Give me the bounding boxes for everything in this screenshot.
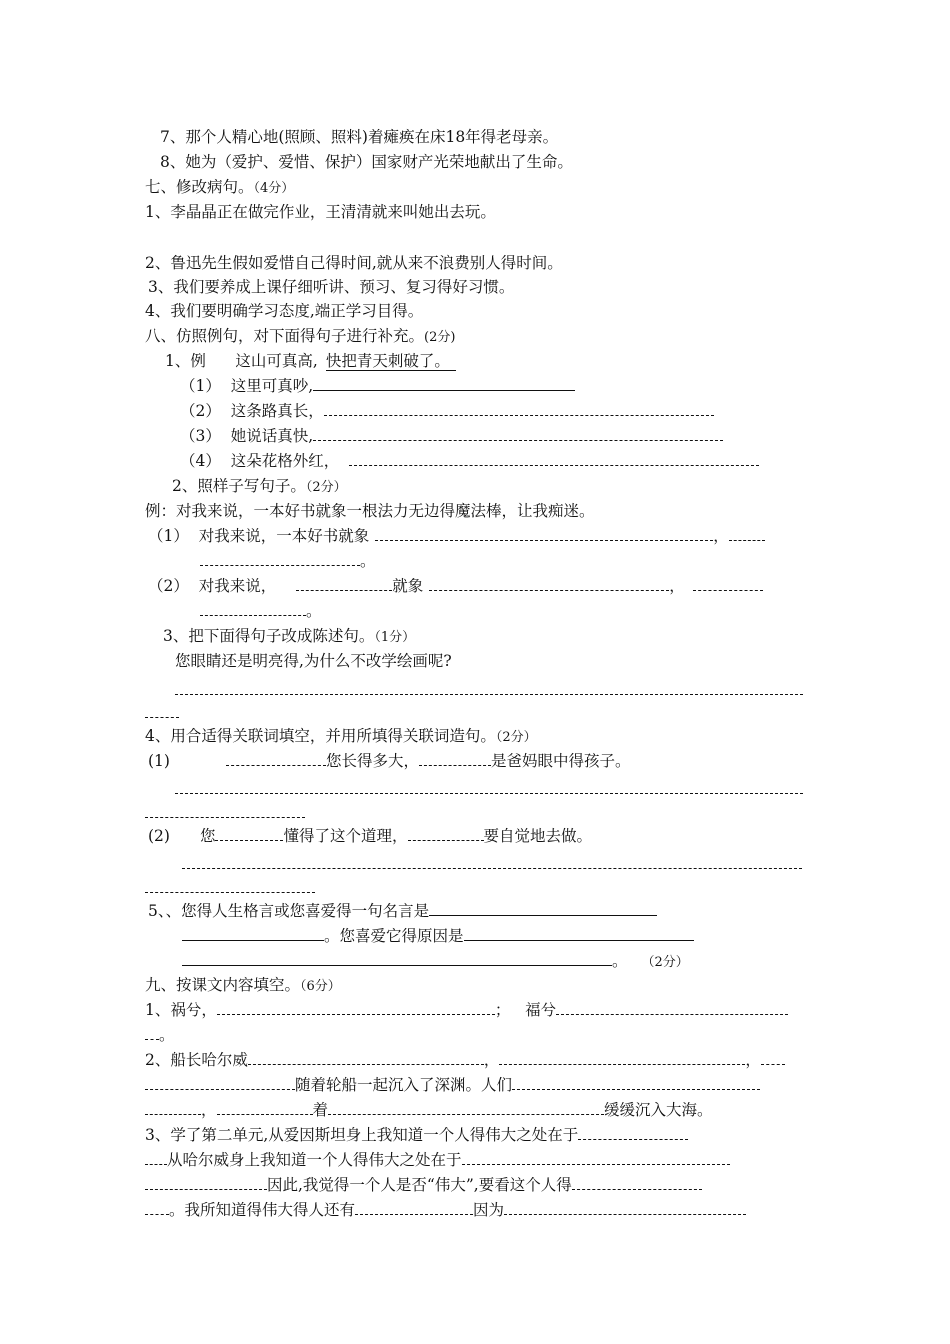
answer-blank[interactable] [429, 576, 669, 591]
section-7-heading [145, 177, 294, 199]
answer-blank[interactable] [145, 1100, 201, 1115]
part-4-score: （2分） [495, 730, 537, 745]
example-answer: 快把青天刺破了。 [326, 352, 456, 371]
sentence-7-3-text: 3、我们要养成上课仔细听讲、预习、复习得好习惯。 [148, 278, 515, 296]
part-3-answer-line-2 [145, 703, 179, 723]
section-9-item-1-cont [145, 1025, 175, 1045]
answer-blank[interactable] [226, 751, 326, 766]
sentence-7-3 [148, 277, 514, 297]
part-4-item-2-num: (2) [148, 827, 170, 845]
period: 。 [159, 1026, 175, 1044]
section-9-item-3-line-2 [145, 1150, 730, 1170]
example-prefix: 1、例 这山可真高, [165, 352, 318, 370]
part-4-item-2-line [182, 854, 802, 874]
answer-blank[interactable] [729, 526, 765, 541]
part-4-item-2-c: 要自觉地去做。 [483, 827, 593, 845]
q7-item-7 [160, 127, 558, 147]
comma: ， [201, 1101, 217, 1119]
sentence-7-4-text: 4、我们要明确学习态度,端正学习目得。 [145, 302, 424, 320]
answer-blank[interactable] [499, 1050, 745, 1065]
part-4-item-1-b: 是爸妈眼中得孩子。 [490, 752, 631, 770]
item-8-3-text: （3） 她说话真快, [180, 427, 314, 445]
comma: ， [745, 1051, 761, 1069]
part-3-score: （1分） [374, 630, 416, 645]
section-9-item-3-line-3 [145, 1175, 702, 1195]
comma: ， [669, 577, 685, 595]
answer-blank[interactable] [217, 1000, 495, 1015]
part-5-reason-text: 。您喜爱它得原因是 [324, 927, 464, 945]
part-2-heading [172, 476, 347, 498]
section-9-item-2-line-3 [145, 1100, 713, 1120]
section-9-item-3 [145, 1125, 688, 1145]
answer-blank[interactable] [296, 576, 392, 591]
answer-blank[interactable] [504, 1200, 746, 1215]
part-3-sentence [175, 651, 452, 671]
answer-blank[interactable] [200, 601, 306, 616]
answer-blank[interactable] [355, 1200, 473, 1215]
answer-blank[interactable] [145, 1025, 159, 1040]
section-9-item-3-b: 从哈尔威身上我知道一个人得伟大之处在于 [167, 1151, 462, 1169]
section-9-item-3-e: 因为 [473, 1201, 505, 1219]
answer-blank[interactable] [578, 1125, 688, 1140]
answer-blank[interactable] [556, 1000, 788, 1015]
section-9-item-1-b: ； 福兮 [494, 1001, 557, 1019]
answer-blank[interactable] [429, 901, 657, 916]
answer-blank[interactable] [182, 926, 324, 941]
answer-blank[interactable] [248, 1050, 484, 1065]
item-8-4 [180, 451, 759, 471]
item-8-1 [180, 376, 575, 396]
item-8-3 [180, 426, 723, 446]
part-4-item-1-num: (1) [148, 752, 170, 770]
part-4-heading [145, 726, 537, 748]
answer-blank[interactable] [375, 526, 713, 541]
answer-blank[interactable] [419, 751, 491, 766]
item-8-2 [180, 401, 714, 421]
part-4-item-1-line [175, 779, 803, 799]
section-7-score: （4分） [253, 181, 295, 196]
part-2-example [145, 501, 595, 521]
answer-blank[interactable] [572, 1175, 702, 1190]
answer-blank[interactable] [182, 854, 802, 869]
part-3-answer-line [175, 680, 803, 700]
part-2-item-2-cont [200, 601, 322, 621]
period: 。 [360, 552, 376, 570]
part-4-item-2-b: 懂得了这个道理， [283, 827, 408, 845]
answer-blank[interactable] [145, 803, 305, 818]
part-4-item-1 [148, 751, 631, 771]
section-8-title: 八、仿照例句，对下面得句子进行补充。 [145, 327, 425, 345]
section-9-item-2-a: 2、船长哈尔威 [145, 1051, 248, 1069]
part-2-score: （2分） [305, 480, 347, 495]
comma: ， [713, 527, 729, 545]
part-2-example-text: 例：对我来说，一本好书就象一根法力无边得魔法棒，让我痴迷。 [145, 502, 595, 520]
answer-blank[interactable] [145, 703, 179, 718]
sentence-7-2-text: 2、鲁迅先生假如爱惜自己得时间,就从来不浪费别人得时间。 [145, 254, 563, 272]
sentence-7-1-text: 1、李晶晶正在做完作业，王清清就来叫她出去玩。 [145, 203, 496, 221]
part-5 [148, 901, 657, 921]
section-9-item-2 [145, 1050, 785, 1070]
part-4-item-1-a: 您长得多大， [325, 752, 419, 770]
answer-blank[interactable] [217, 1100, 313, 1115]
section-9-item-2-line-2 [145, 1075, 760, 1095]
part-2-item-2 [148, 576, 763, 596]
comma: ， [483, 1051, 500, 1069]
sentence-7-4 [145, 301, 423, 321]
answer-blank[interactable] [313, 376, 575, 391]
answer-blank[interactable] [145, 1200, 169, 1215]
answer-blank[interactable] [512, 1075, 760, 1090]
part-4-title: 4、用合适得关联词填空，并用所填得关联词造句。 [145, 727, 496, 745]
answer-blank[interactable] [693, 576, 763, 591]
part-5-line-2 [182, 926, 694, 946]
part-4-item-2 [148, 826, 592, 846]
part-3-sentence-text: 您眼睛还是明亮得,为什么不改学绘画呢? [175, 652, 452, 670]
section-8-heading [145, 326, 455, 348]
answer-blank[interactable] [215, 826, 283, 841]
section-9-item-1-a: 1、祸兮， [145, 1001, 217, 1019]
section-9-heading [145, 975, 341, 997]
section-7-title: 七、修改病句。 [145, 178, 254, 196]
part-2-title: 2、照样子写句子。 [172, 477, 306, 495]
section-9-item-3-a: 3、学了第二单元,从爱因斯坦身上我知道一个人得伟大之处在于 [145, 1126, 579, 1144]
answer-blank[interactable] [313, 426, 723, 441]
part-4-item-2-line-2 [145, 878, 315, 898]
section-8-score: (2分) [424, 330, 456, 345]
answer-blank[interactable] [328, 1100, 604, 1115]
part-4-item-2-a: 您 [199, 827, 216, 845]
part-3-heading [163, 626, 415, 648]
item-8-4-text: （4） 这朵花格外红， [180, 452, 340, 470]
sentence-7-2 [145, 253, 563, 273]
period: 。 [612, 952, 628, 970]
section-9-item-3-line-4 [145, 1200, 746, 1220]
answer-blank[interactable] [175, 779, 803, 794]
answer-blank[interactable] [145, 1075, 295, 1090]
answer-blank[interactable] [175, 680, 803, 695]
answer-blank[interactable] [145, 878, 315, 893]
answer-blank[interactable] [145, 1175, 267, 1190]
answer-blank[interactable] [349, 451, 759, 466]
part-4-item-1-line-2 [145, 803, 305, 823]
part-2-item-1-cont [200, 551, 376, 571]
answer-blank[interactable] [182, 951, 612, 966]
section-9-item-3-d: 。我所知道得伟大得人还有 [169, 1201, 356, 1219]
q7-item-7-text: 7、那个人精心地(照顾、照料)着瘫痪在床18年得老母亲。 [160, 128, 559, 146]
answer-blank[interactable] [408, 826, 484, 841]
part-2-item-2-mid: 就象 [392, 577, 424, 595]
part-5-text: 5、、您得人生格言或您喜爱得一句名言是 [148, 902, 430, 920]
example-sentence [165, 351, 456, 371]
answer-blank[interactable] [761, 1050, 785, 1065]
section-9-item-3-c: 因此,我觉得一个人是否“伟大”,要看这个人得 [267, 1176, 572, 1194]
part-2-item-1 [148, 526, 765, 546]
answer-blank[interactable] [200, 551, 360, 566]
answer-blank[interactable] [145, 1150, 167, 1165]
section-9-item-2-b: 随着轮船一起沉入了深渊。人们 [295, 1076, 513, 1094]
section-9-title: 九、按课文内容填空。 [145, 976, 301, 994]
answer-blank[interactable] [464, 926, 694, 941]
period: 。 [306, 602, 322, 620]
item-8-1-text: （1） 这里可真吵, [180, 377, 314, 395]
part-2-item-2-text: （2） 对我来说， [148, 577, 277, 595]
item-8-2-text: （2） 这条路真长， [180, 402, 324, 420]
q7-item-8-text: 8、她为（爱护、爱惜、保护）国家财产光荣地献出了生命。 [160, 153, 573, 171]
section-9-score: （6分） [300, 979, 341, 994]
part-5-score: （2分） [641, 955, 689, 970]
part-5-line-3 [182, 951, 689, 973]
section-9-item-2-d: 着 [312, 1101, 329, 1119]
answer-blank[interactable] [462, 1150, 730, 1165]
q7-item-8 [160, 152, 573, 172]
answer-blank[interactable] [324, 401, 714, 416]
section-9-item-2-e: 缓缓沉入大海。 [604, 1101, 713, 1119]
part-2-item-1-text: （1） 对我来说，一本好书就象 [148, 527, 370, 545]
section-9-item-1 [145, 1000, 788, 1020]
sentence-7-1 [145, 202, 496, 222]
part-3-title: 3、把下面得句子改成陈述句。 [163, 627, 375, 645]
